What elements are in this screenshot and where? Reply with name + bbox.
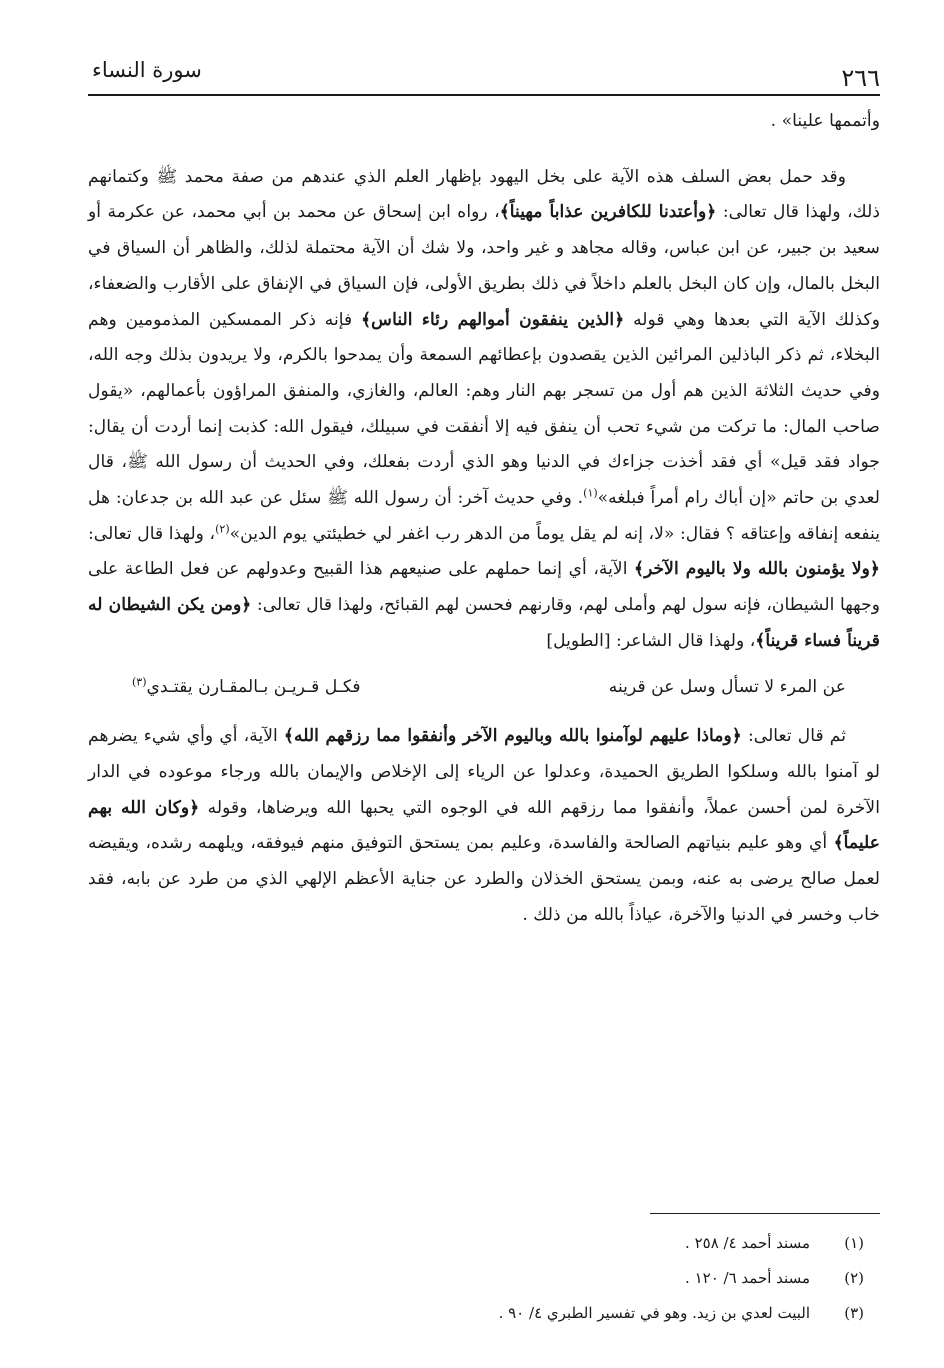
footnote-number: (٢) [844,1269,864,1287]
footnotes [72,1226,864,1331]
surah-title: سورة النساء [92,58,202,82]
text-span: فإنه ذكر الممسكين المذمومين وهم البخلاء، ثم ذكر الباذلين المرائين الذين يقصدون بإعطائهم السمعة وأن يمدحوا بالكرم، ولا يريدون بذلك وجه الله، وفي حديث الثلاثة الذين هم أول من تسجر بهم النار وهم: العالم، والغازي، والمنفق المراؤون بأعمالهم، «يقول صاحب المال: ما تركت من شيء تحب أن ينفق فيه إلا أنفقت في سبيلك، فيقول الله: كذبت إنما أردت أن يقال: جواد فقد قيل» أي فقد أخذت جزاءك في الدنيا وهو الذي أردت بفعلك، وفي الحديث أن رسول الله ﷺ، قال لعدي بن حاتم «إن أباك رام أمراً فبلغه» [88,309,880,509]
paragraph-continuation [88,104,880,140]
paragraph-1 [88,160,880,660]
quran-verse: ﴿وأعتدنا للكافرين عذاباً مهيناً﴾ [499,202,717,223]
text-span: الآية، أي وأي شيء يضرهم لو آمنوا بالله وسلكوا الطريق الحميدة، وعدلوا عن الرياء إلى الإخلاص والإيمان بالله ورجاء موعوده في الدار الآخرة لمن أحسن عملاً، وأنفقوا مما رزقهم الله في الوجوه التي يحبها الله ويرضاها، وقوله [88,726,880,818]
poetry-verse [88,670,880,706]
quran-verse: ﴿ولا يؤمنون بالله ولا باليوم الآخر﴾ [634,559,880,580]
footnote-ref: (٣) [132,674,147,688]
footnote-number: (١) [844,1234,864,1252]
text-span: ، رواه ابن إسحاق عن محمد بن أبي محمد، عن عكرمة أو سعيد بن جبير، عن ابن عباس، وقاله مجاهد و غير واحد، ولا شك أن الآية محتملة لذلك، والظاهر أن السياق في البخل بالمال، وإن كان البخل بالعلم داخلاً في ذلك بطريق الأولى، فإن السياق في الإنفاق على الأقارب والضعفاء، وكذلك الآية التي بعدها وهي قوله [88,202,881,330]
footnote-text: مسند أحمد ٦/ ١٢٠ . [685,1269,810,1287]
text-span: الآية، أي إنما حملهم على صنيعهم هذا القبيح وعدولهم عن فعل الطاعة على وجهها الشيطان، فإنه سول لهم وأملى لهم، وقارنهم فحسن لهم القبائح، ولهذا قال تعالى: [88,559,880,616]
footnote [72,1226,864,1261]
quran-verse: ﴿وكان الله بهم عليماً﴾ [88,797,880,854]
footnote-ref: (٢) [215,522,230,535]
main-text [88,104,880,933]
footnote-text: البيت لعدي بن زيد. وهو في تفسير الطبري ٤/ ٩٠ . [498,1304,810,1322]
verse-second-hemistich [132,670,361,706]
footnote-text: مسند أحمد ٤/ ٢٥٨ . [685,1234,810,1252]
text-span: ، ولهذا قال تعالى: [88,523,216,544]
quran-verse: ﴿وماذا عليهم لوآمنوا بالله وباليوم الآخر وأنفقوا مما رزقهم الله﴾ [283,726,742,747]
footnote-ref: (١) [583,486,598,500]
text-span: . وفي حديث آخر: أن رسول الله ﷺ سئل عن عبد الله بن جدعان: هل ينفعه إنفاقه وإعتاقه ؟ فقال: «لا، إنه لم يقل يوماً من الدهر رب اغفر لي خطيئتي يوم الدين» [88,488,880,544]
footnote-rule [650,1213,880,1214]
text-span: أي وهو عليم بنياتهم الصالحة والفاسدة، وعليم بمن يستحق التوفيق منهم فيوفقه، ويلهمه رشده، ويقيضه لعمل صالح يرضى به عنه، وبمن يستحق الخذلان والطرد عن جناية الأعظم الإلهي الذي من طرد عن بابه، فقد خاب وخسر في الدنيا والآخرة، عياذاً بالله من ذلك . [88,833,880,925]
text-span: ثم قال تعالى: [741,726,847,747]
footnote-number: (٣) [844,1304,864,1322]
page-number: ٢٦٦ [841,64,880,92]
footnote [72,1261,864,1296]
text-span: وأتممها علينا» . [770,111,880,131]
quran-verse: ﴿ومن يكن الشيطان له قريناً فساء قريناً﴾ [88,595,880,651]
verse-first-hemistich: عن المرء لا تسأل وسل عن قرينه [608,676,846,697]
header-rule [88,94,880,96]
paragraph-2 [88,719,880,933]
text-span: فكـل قـريـن بـالمقـارن يقتـدي [146,676,361,697]
footnote [72,1296,864,1331]
page-header [88,58,880,94]
text-span: ، ولهذا قال الشاعر: [الطويل] [546,630,756,651]
text-span: وقد حمل بعض السلف هذه الآية على بخل اليهود بإظهار العلم الذي عندهم من صفة محمد ﷺ وكتمانهم ذلك، ولهذا قال تعالى: [88,166,881,223]
quran-verse: ﴿الذين ينفقون أموالهم رئاء الناس﴾ [361,309,625,330]
